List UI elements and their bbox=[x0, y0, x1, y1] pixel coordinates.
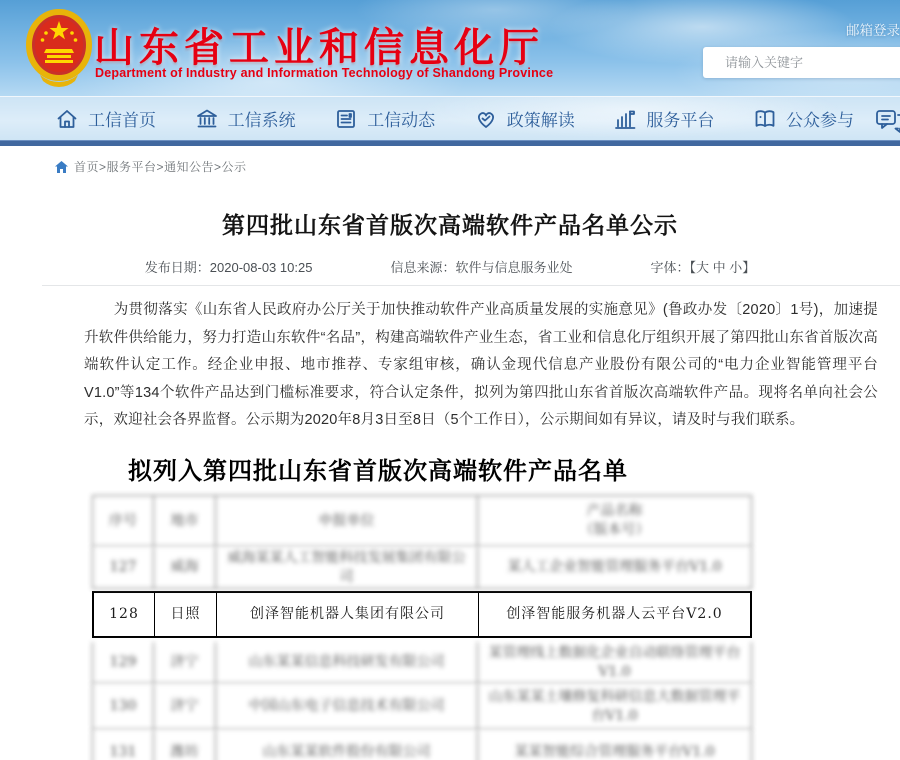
col-header-company: 申报单位 bbox=[216, 496, 478, 546]
breadcrumb-home-icon bbox=[55, 161, 68, 173]
nav-item-label: 工信动态 bbox=[367, 111, 436, 130]
publish-date: 发布日期：2020-08-03 10:25 bbox=[144, 260, 313, 275]
table-row-129-blurred: 129 济宁 山东某某信息科技研发有限公司 某管理线上数据化企业自动联络管理平台V1.0 bbox=[92, 642, 752, 684]
article-meta bbox=[0, 257, 900, 276]
bank-icon bbox=[195, 107, 219, 131]
news-icon bbox=[334, 107, 358, 131]
nav-item-participation[interactable] bbox=[753, 106, 854, 131]
site-subtitle-en: Department of Industry and Information Technology of Shandong Province bbox=[95, 66, 554, 80]
article-title: 第四批山东省首版次高端软件产品名单公示 bbox=[222, 212, 678, 238]
font-size-control[interactable]: 字体：【大 中 小】 bbox=[650, 260, 756, 275]
table-row-127-blurred: 127 威海 威海某某人工智能科技发展集团有限公司 某人工企业智能管理服务平台V1.0 bbox=[92, 547, 752, 589]
policy-heart-icon bbox=[474, 107, 498, 131]
mail-login-link[interactable]: 邮箱登录 bbox=[846, 23, 900, 38]
table-row-128-highlighted bbox=[92, 591, 752, 638]
search-input[interactable] bbox=[703, 47, 900, 78]
nav-item-label: 工信首页 bbox=[88, 111, 156, 130]
font-size-options[interactable]: 【大 中 小】 bbox=[689, 260, 756, 275]
cell-company: 创泽智能机器人集团有限公司 bbox=[217, 593, 479, 636]
nav-item-label: 政策解读 bbox=[506, 111, 575, 130]
nav-item-label: 公众参与 bbox=[785, 111, 854, 130]
nav-item-label: 服务平台 bbox=[646, 111, 715, 130]
nav-item-home[interactable] bbox=[55, 106, 156, 131]
china-national-emblem-icon bbox=[26, 7, 92, 91]
table-header-row bbox=[92, 495, 752, 547]
table-row-131-blurred-partial: 131 潍坊 山东某某软件股份有限公司 某某智能综合管理服务平台V1.0 bbox=[92, 730, 752, 760]
article-body: 为贯彻落实《山东省人民政府办公厅关于加快推动软件产业高质量发展的实施意见》(鲁政办发〔2020〕1号)，加速提升软件供给能力，努力打造山东软件“名品”，构建高端软件产业生态，省工业和信息化厅组织开展了第四批山东省首版次高端软件认定工作。经企业申报、地市推荐、专家组审核，确认金现代信息产业股份有限公司的“电力企业智能管理平台V1.0”等134个软件产品达到门槛标准要求，符合认定条件，拟列为第四批山东省首版次高端软件产品。现将名单向社会公示，欢迎社会各界监督。公示期为2020年8月3日至8日（5个工作日），公示期间如有异议，请及时与我们联系。 bbox=[84, 302, 878, 428]
nav-item-news[interactable] bbox=[334, 106, 435, 131]
nav-item-policy[interactable] bbox=[474, 106, 575, 131]
home-icon bbox=[55, 107, 79, 131]
nav-item-system[interactable] bbox=[195, 106, 296, 131]
breadcrumb-trail[interactable]: 首页>服务平台>通知公告>公示 bbox=[74, 160, 247, 174]
product-list-heading: 拟列入第四批山东省首版次高端软件产品名单 bbox=[128, 458, 628, 485]
breadcrumb bbox=[55, 158, 247, 175]
platform-chart-icon bbox=[613, 107, 637, 131]
main-nav bbox=[0, 96, 900, 140]
info-source: 信息来源：软件与信息服务业处 bbox=[390, 260, 573, 275]
nav-item-platform[interactable] bbox=[613, 106, 714, 131]
nav-item-label: 工信系统 bbox=[227, 111, 296, 130]
col-header-seq: 序号 bbox=[93, 496, 154, 546]
col-header-city: 地市 bbox=[154, 496, 216, 546]
nav-divider-bar bbox=[0, 140, 900, 146]
cell-city: 日照 bbox=[155, 593, 217, 636]
product-table bbox=[92, 495, 752, 760]
chat-bubbles-icon[interactable] bbox=[874, 107, 900, 133]
site-title: 山东省工业和信息化厅 bbox=[94, 26, 544, 70]
cell-seq: 128 bbox=[94, 593, 155, 636]
col-header-product: 产品名称 （版本号） bbox=[579, 503, 650, 538]
site-masthead bbox=[0, 0, 900, 96]
cell-product: 创泽智能服务机器人云平台V2.0 bbox=[506, 606, 723, 622]
meta-divider-line bbox=[42, 285, 900, 286]
open-book-icon bbox=[753, 107, 777, 131]
table-row-130-blurred: 130 济宁 中国山东电子信息技术有限公司 山东某某土壤修复科研信息大数据管理平台V1.0 bbox=[92, 684, 752, 730]
